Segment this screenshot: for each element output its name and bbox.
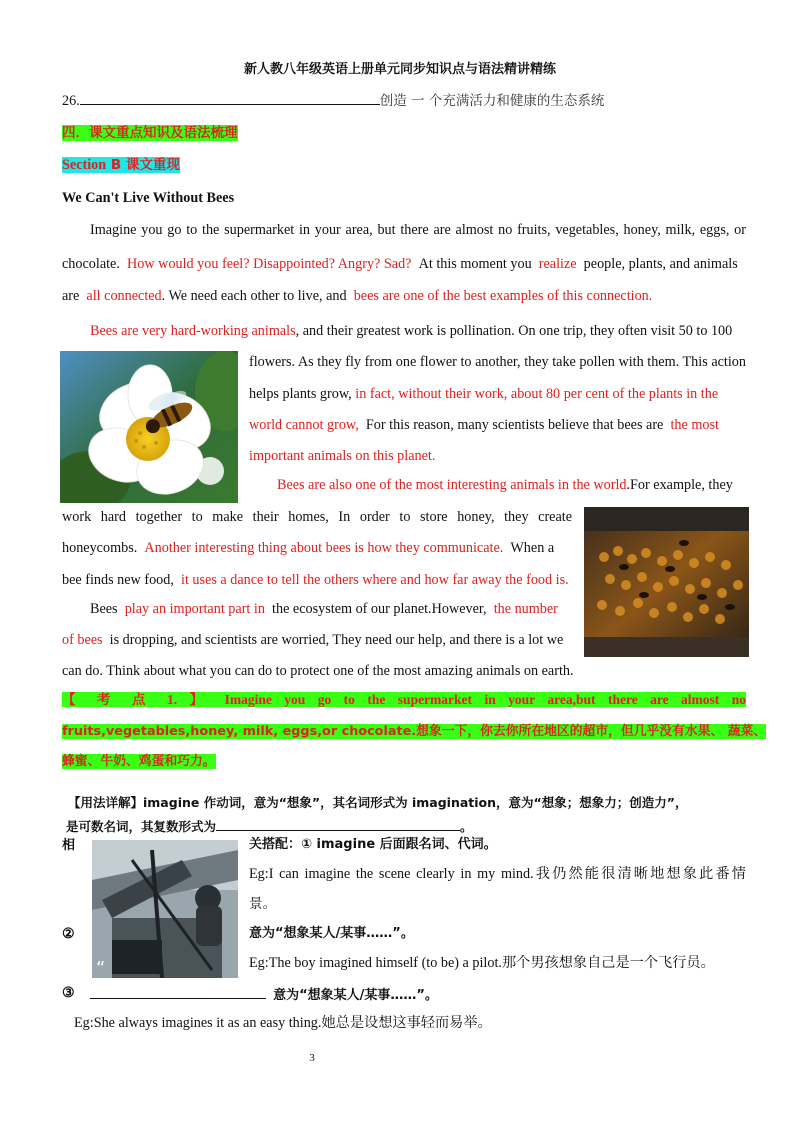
passage-title: We Can't Live Without Bees (62, 190, 235, 206)
kaodian-line1: 【 考 点 1. 】 Imagine you go to the supermarket in your area,but there are almost no (62, 692, 746, 707)
item-26 (62, 89, 604, 111)
example-1-line2: 景。 (249, 896, 276, 912)
p2-line4: world cannot grow, For this reason, many scientists believe that bees are the most (249, 417, 719, 433)
kaodian-line3: 蜂蜜、牛奶、鸡蛋和巧力。 (62, 754, 216, 769)
item-chinese: 创造 一 个充满活力和健康的生态系统 (379, 93, 605, 109)
p2-line1: Bees are very hard-working animals, and their greatest work is pollination. On one trip, they often visit 50 to 100 (90, 323, 733, 339)
p3-line1: Bees are also one of the most interesting animals in the world.For example, they (277, 477, 733, 493)
circle-3: ③ (62, 985, 75, 1001)
example-3: Eg:She always imagines it as an easy thing.她总是设想这事轻而易举。 (74, 1015, 492, 1031)
honeycomb-image (584, 507, 749, 657)
plural-blank[interactable] (216, 815, 460, 831)
circle-2: ② (62, 926, 75, 942)
p2-line2: flowers. As they fly from one flower to another, they take pollen with them. This action (249, 354, 746, 370)
collocation-2-meaning: 意为“想象某人/某事……”。 (249, 926, 414, 941)
example-1-line1: Eg:I can imagine the scene clearly in my mind.我仍然能很清晰地想象此番情 (249, 866, 746, 882)
pilot-illustration (92, 840, 238, 978)
p2-line5: important animals on this planet. (249, 448, 436, 464)
page-header: 新人教八年级英语上册单元同步知识点与语法精讲精练 (243, 62, 556, 77)
section-b-heading: Section B 课文重现 (62, 157, 180, 173)
p4-line1: Bees play an important part in the ecosystem of our planet.However, the number (90, 601, 558, 617)
item-number: 26. (62, 93, 80, 109)
xiang-char: 相 (62, 838, 76, 853)
p4-line3: can do. Think about what you can do to protect one of the most amazing animals on earth. (62, 663, 574, 679)
bee-on-flower-image (60, 351, 238, 503)
p3-line3: honeycombs. Another interesting thing about bees is how they communicate. When a (62, 540, 555, 556)
kaodian-line2: fruits,vegetables,honey, milk, eggs,or chocolate.想象一下，你去你所在地区的超市，但几乎没有水果、 蔬菜、 (62, 724, 767, 739)
p2-line3: helps plants grow, in fact, without their work, about 80 per cent of the plants in the (249, 386, 719, 402)
p1-line1: Imagine you go to the supermarket in your area, but there are almost no fruits, vegetables, honey, milk, eggs, or (90, 222, 746, 238)
answer-blank[interactable] (80, 89, 380, 105)
p1-line3: are all connected. We need each other to live, and bees are one of the best examples of this connection. (62, 288, 653, 304)
p3-line4: bee finds new food, it uses a dance to tell the others where and how far away the food is. (62, 572, 569, 588)
usage-line2: 是可数名词，其复数形式为 。 (66, 815, 473, 837)
page-number: 3 (309, 1052, 315, 1064)
section-heading: 四．课文重点知识及语法梳理 (62, 125, 238, 141)
pilot-image (92, 840, 238, 978)
p1-line2: chocolate. How would you feel? Disappointed? Angry? Sad? At this moment you realize people, plants, and animals (62, 256, 738, 272)
bee-flower-illustration (60, 351, 238, 503)
collocation-3-blank[interactable] (90, 983, 266, 999)
collocation-1: 关搭配：① imagine 后面跟名词、代词。 (249, 837, 497, 852)
svg-text:“: “ (96, 958, 106, 978)
collocation-3: 意为“想象某人/某事……”。 (90, 983, 438, 1006)
usage-line1: 【用法详解】imagine 作动词，意为“想象”，其名词形式为 imagination，意为“想象；想象力；创造力”， (68, 795, 688, 810)
honeycomb-illustration (584, 507, 749, 657)
p4-line2: of bees is dropping, and scientists are worried, They need our help, and there is a lot we (62, 632, 564, 648)
example-2: Eg:The boy imagined himself (to be) a pilot.那个男孩想象自己是一个飞行员。 (249, 955, 715, 971)
p3-line2: work hard together to make their homes, In order to store honey, they create (62, 509, 572, 525)
